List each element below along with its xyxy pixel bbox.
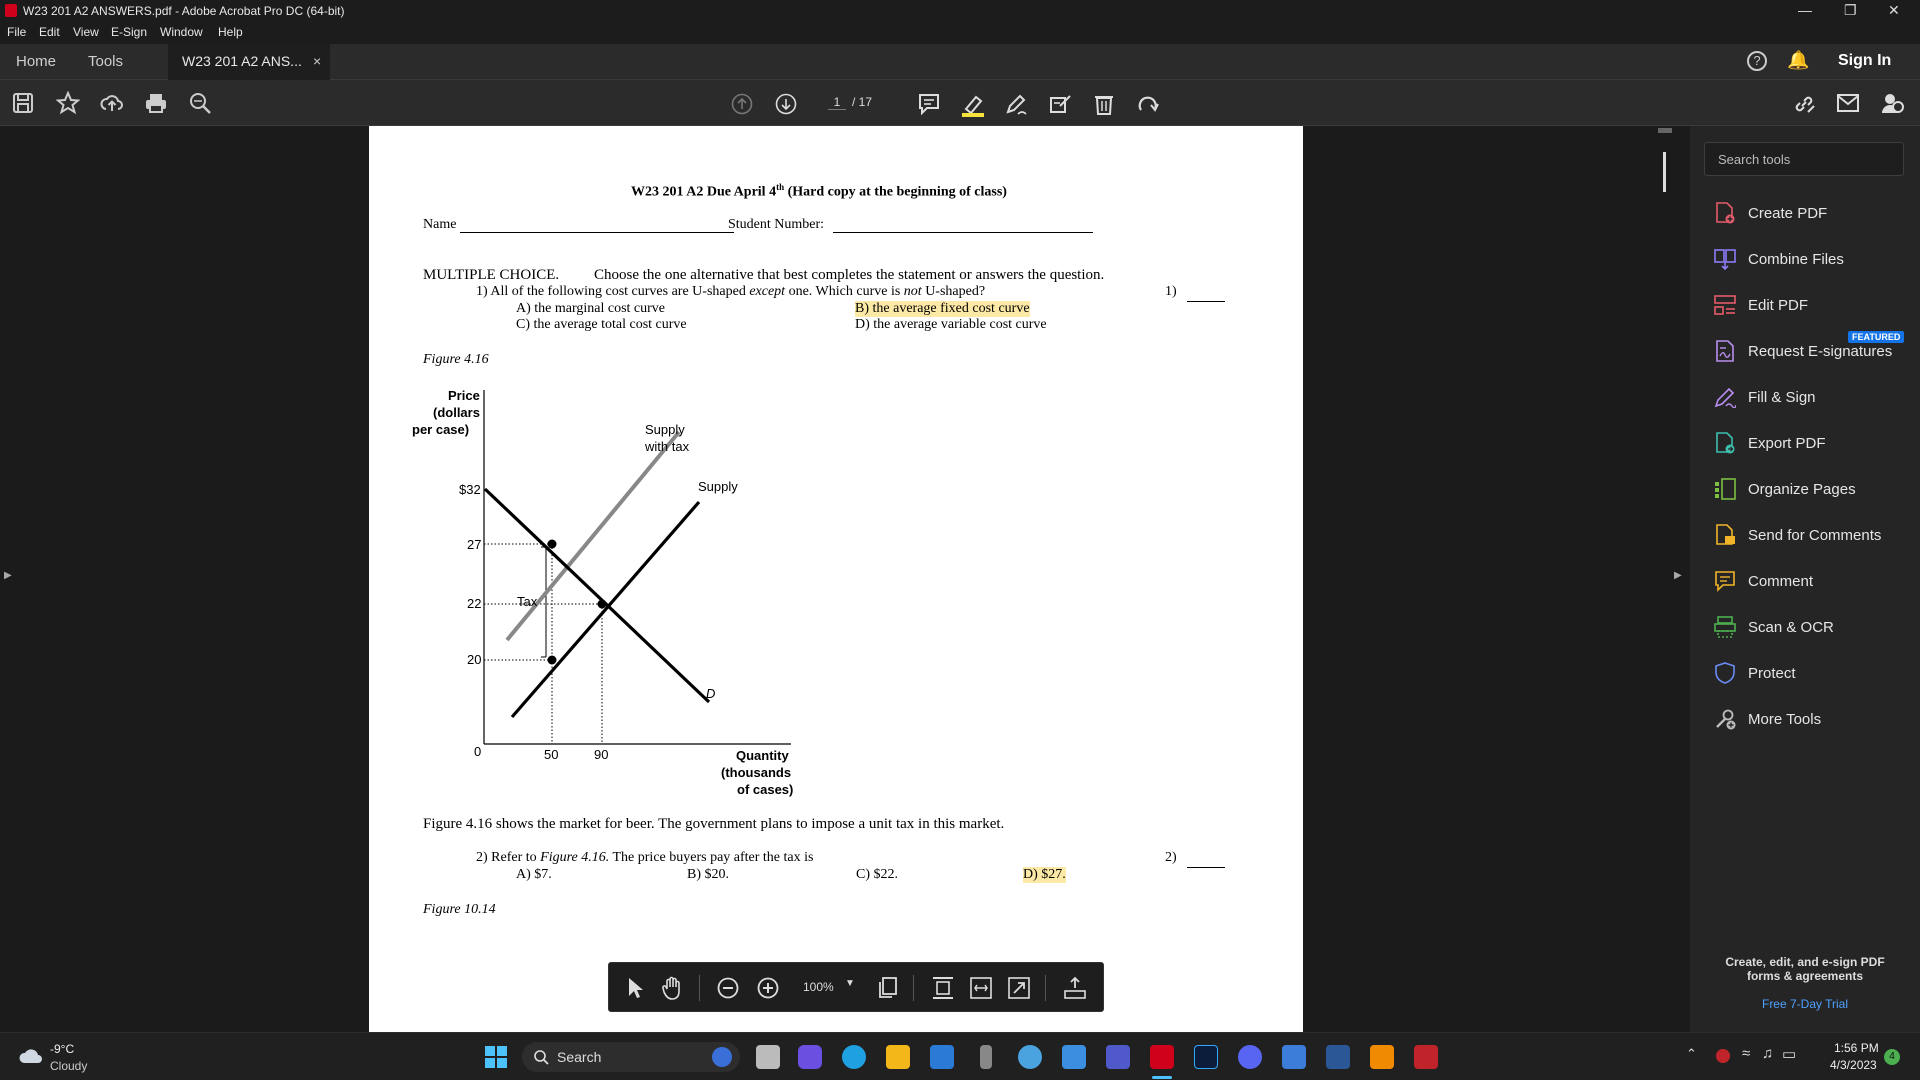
x-axis-label-3: of cases): [737, 782, 794, 797]
minimize-icon[interactable]: —: [1798, 2, 1812, 18]
tools-panel: [1690, 126, 1920, 1032]
comment-tool-icon: [1714, 570, 1736, 592]
featured-badge: FEATURED: [1848, 331, 1904, 343]
tool-create-pdf[interactable]: [1714, 200, 1914, 230]
help-icon[interactable]: ?: [1747, 51, 1767, 71]
document-viewer[interactable]: [0, 126, 1672, 1032]
zoom-search-icon[interactable]: [188, 91, 212, 115]
tool-send-for-comments-label: Send for Comments: [1748, 527, 1882, 544]
pdf-page: [369, 126, 1303, 1032]
file-explorer-icon[interactable]: [886, 1045, 910, 1069]
mc-title: MULTIPLE CHOICE.: [423, 267, 560, 283]
restore-icon[interactable]: ❐: [1844, 2, 1857, 18]
tool-protect[interactable]: [1714, 660, 1914, 690]
organize-pages-icon: [1714, 478, 1736, 500]
menu-help[interactable]: Help: [218, 25, 243, 39]
y-axis-label-3: per case): [412, 422, 470, 437]
figure-caption: Figure 4.16 shows the market for beer. The government plans to impose a unit tax in this market.: [423, 816, 1005, 832]
q1-text-a: 1) All of the following cost curves are U-shaped: [476, 284, 750, 299]
weather-desc: Cloudy: [50, 1059, 88, 1073]
q1-option-c: C) the average total cost curve: [516, 317, 687, 332]
email-icon[interactable]: [1836, 93, 1860, 113]
student-number-label: Student Number:: [728, 217, 825, 232]
menu-view[interactable]: View: [73, 25, 99, 39]
left-panel-toggle-icon[interactable]: ▶: [4, 570, 12, 581]
supply-with-tax-label-2: with tax: [645, 439, 690, 454]
header-superscript: th: [776, 182, 785, 192]
tool-fill-sign-label: Fill & Sign: [1748, 389, 1816, 406]
fit-width-icon[interactable]: [969, 976, 993, 1000]
figure-label-2: Figure 10.14: [423, 902, 496, 917]
fill-sign-icon[interactable]: [1048, 92, 1074, 118]
sign-in-button[interactable]: Sign In: [1838, 52, 1892, 69]
q2-option-c: C) $22.: [856, 867, 898, 882]
q1-option-b: B) the average fixed cost curve: [855, 301, 1030, 316]
tool-combine-files-label: Combine Files: [1748, 251, 1844, 268]
tool-create-pdf-label: Create PDF: [1748, 205, 1828, 222]
divider: [913, 975, 914, 1001]
tool-scan-ocr[interactable]: [1714, 614, 1914, 644]
tool-scan-ocr-label: Scan & OCR: [1748, 619, 1834, 636]
x-axis-label-2: (thousands: [721, 765, 792, 780]
more-tools-icon: [1714, 708, 1736, 730]
q2-number: 2): [1165, 850, 1177, 865]
tool-organize-pages[interactable]: [1714, 476, 1914, 506]
snipping-tool-icon[interactable]: [1062, 1045, 1086, 1069]
demand-label: D: [706, 686, 716, 701]
active-app-indicator: [1152, 1076, 1172, 1079]
send-for-comments-icon: [1714, 524, 1736, 546]
floating-page-toolbar: [608, 962, 1104, 1012]
page-header: [631, 182, 1007, 201]
q1-text-em: except: [749, 284, 786, 299]
y-tick-20: 20: [467, 652, 482, 667]
menu-esign[interactable]: E-Sign: [111, 25, 148, 39]
export-pdf-icon: [1714, 432, 1736, 454]
battery-icon[interactable]: ▭: [1782, 1046, 1797, 1063]
menu-file[interactable]: File: [7, 25, 27, 39]
read-mode-icon[interactable]: [1063, 976, 1087, 1000]
vlc-icon[interactable]: [1370, 1045, 1394, 1069]
page-down-icon[interactable]: [775, 93, 797, 115]
combine-files-icon: [1714, 248, 1736, 270]
zoom-dropdown-icon[interactable]: ▼: [845, 978, 855, 989]
wifi-icon[interactable]: ≈: [1742, 1045, 1751, 1062]
tax-label: Tax: [517, 594, 538, 609]
clock-date[interactable]: 4/3/2023: [1830, 1058, 1877, 1072]
x-tick-90: 90: [594, 747, 609, 762]
question-2-text: [476, 850, 813, 866]
supply-with-tax-label-1: Supply: [645, 422, 685, 437]
menu-window[interactable]: Window: [160, 25, 203, 39]
tool-request-esignatures[interactable]: [1714, 338, 1914, 368]
windows-taskbar: [0, 1032, 1920, 1080]
header-text: W23 201 A2 Due April 4: [631, 184, 777, 200]
notification-badge[interactable]: 4: [1884, 1049, 1900, 1065]
tool-more-tools-label: More Tools: [1748, 711, 1822, 728]
taskbar-search-box[interactable]: [522, 1042, 740, 1072]
draw-pen-icon[interactable]: [1004, 92, 1030, 118]
q1-text-b: one. Which curve is: [785, 284, 904, 299]
free-trial-link[interactable]: Free 7-Day Trial: [1761, 997, 1849, 1011]
edit-pdf-icon: [1714, 294, 1736, 316]
upload-cloud-icon[interactable]: [100, 91, 124, 115]
promo-text: [1690, 955, 1920, 983]
divider: [1045, 975, 1046, 1001]
tool-send-for-comments[interactable]: [1714, 522, 1914, 552]
q2-text-a: 2) Refer to: [476, 850, 541, 865]
select-cursor-icon[interactable]: [625, 976, 645, 1000]
search-icon: [534, 1050, 549, 1065]
x-axis-label-1: Quantity: [736, 748, 789, 763]
q2-answer-line: [1187, 867, 1225, 868]
shield-icon: [1714, 662, 1736, 684]
search-tools-input[interactable]: Search tools: [1704, 142, 1904, 176]
current-page-input[interactable]: 1: [828, 95, 846, 110]
tool-organize-pages-label: Organize Pages: [1748, 481, 1856, 498]
cloudy-weather-icon[interactable]: [18, 1045, 44, 1067]
header-text-rest: (Hard copy at the beginning of class): [784, 184, 1007, 200]
right-panel-toggle-icon[interactable]: ▶: [1674, 570, 1682, 581]
comment-icon[interactable]: [917, 92, 941, 116]
student-number-line: [833, 232, 1093, 233]
figure-label: Figure 4.16: [423, 352, 489, 367]
share-link-icon[interactable]: [1792, 92, 1818, 116]
q2-option-b: B) $20.: [687, 867, 729, 882]
save-icon[interactable]: [12, 92, 34, 114]
print-icon[interactable]: [144, 91, 168, 115]
fit-page-icon[interactable]: [931, 976, 955, 1002]
highlighter-icon[interactable]: [960, 92, 986, 118]
scrollbar-top-arrow[interactable]: [1658, 128, 1672, 133]
notepad-icon[interactable]: [1282, 1045, 1306, 1069]
tool-edit-pdf-label: Edit PDF: [1748, 297, 1809, 314]
weather-temp: -9°C: [50, 1042, 75, 1056]
q2-text-em: Figure 4.16.: [540, 850, 610, 865]
tab-document-label: W23 201 A2 ANS...: [182, 53, 302, 69]
create-pdf-icon: [1714, 202, 1736, 224]
mail-icon[interactable]: [930, 1045, 954, 1069]
tool-comment-label: Comment: [1748, 573, 1814, 590]
windows-start-icon[interactable]: [485, 1046, 507, 1068]
menu-bar: [0, 22, 1920, 44]
y-tick-0: 0: [474, 744, 482, 759]
zoom-out-icon[interactable]: [717, 977, 739, 999]
q1-text-c: U-shaped?: [921, 284, 986, 299]
tray-app-icon[interactable]: [1716, 1049, 1730, 1063]
acrobat-app-icon: [5, 4, 17, 17]
q2-option-a: A) $7.: [516, 867, 552, 882]
y-tick-27: 27: [467, 537, 482, 552]
y-axis-label-2: (dollars: [433, 405, 480, 420]
tab-home[interactable]: Home: [16, 53, 57, 70]
tool-more-tools[interactable]: [1714, 706, 1914, 736]
main-toolbar: [0, 80, 1920, 126]
bing-icon: [712, 1047, 732, 1067]
microphone-icon[interactable]: [980, 1045, 992, 1069]
title-bar: [0, 0, 1920, 22]
mc-instructions: Choose the one alternative that best completes the statement or answers the question.: [594, 267, 1105, 283]
x-tick-50: 50: [544, 747, 559, 762]
scrollbar-thumb[interactable]: [1663, 152, 1666, 192]
quickbooks-icon[interactable]: [1018, 1045, 1042, 1069]
tool-comment[interactable]: [1714, 568, 1914, 598]
menu-edit[interactable]: Edit: [39, 25, 60, 39]
tool-edit-pdf[interactable]: [1714, 292, 1914, 322]
star-icon[interactable]: [56, 91, 80, 115]
tab-tools[interactable]: Tools: [88, 53, 124, 70]
taskbar-search-label: Search: [557, 1049, 602, 1065]
tool-combine-files[interactable]: [1714, 246, 1914, 276]
tool-export-pdf-label: Export PDF: [1748, 435, 1826, 452]
tool-fill-sign[interactable]: [1714, 384, 1914, 414]
volume-icon[interactable]: ♫: [1762, 1045, 1774, 1062]
name-line: [460, 232, 734, 233]
acrobat-taskbar-icon[interactable]: [1150, 1045, 1174, 1069]
question-1-text: [476, 284, 985, 300]
word-icon[interactable]: [1326, 1045, 1350, 1069]
tab-close-icon[interactable]: ×: [313, 53, 322, 69]
promo-line-1: Create, edit, and e-sign PDF: [1725, 955, 1885, 969]
q1-answer-line: [1187, 301, 1225, 302]
page-up-icon[interactable]: [731, 93, 753, 115]
divider: [699, 975, 700, 1001]
clock-time[interactable]: 1:56 PM: [1834, 1041, 1879, 1055]
q1-option-a: A) the marginal cost curve: [516, 301, 666, 316]
window-title: W23 201 A2 ANSWERS.pdf - Adobe Acrobat Pro DC (64-bit): [23, 4, 345, 18]
notification-bell-icon[interactable]: 🔔: [1787, 50, 1810, 70]
tool-export-pdf[interactable]: [1714, 430, 1914, 460]
photoshop-icon[interactable]: [1194, 1045, 1218, 1069]
zoom-level[interactable]: 100%: [803, 980, 834, 994]
tool-request-esignatures-label: Request E-signatures: [1748, 343, 1893, 360]
full-screen-icon[interactable]: [1007, 976, 1031, 1000]
rotate-icon[interactable]: [1136, 92, 1160, 116]
promo-line-2: forms & agreements: [1746, 969, 1864, 983]
discord-icon[interactable]: [1238, 1045, 1262, 1069]
request-esignatures-icon: [1714, 340, 1736, 362]
page-navigator[interactable]: [818, 92, 898, 114]
teams-icon[interactable]: [1106, 1045, 1130, 1069]
q2-text-b: The price buyers pay after the tax is: [609, 850, 814, 865]
tool-protect-label: Protect: [1748, 665, 1796, 682]
tab-bar: [0, 44, 1920, 80]
chat-icon[interactable]: [798, 1045, 822, 1069]
vertical-scrollbar[interactable]: [1658, 126, 1672, 1032]
fill-sign-pen-icon: [1714, 386, 1736, 408]
y-tick-22: 22: [467, 596, 482, 611]
total-pages: / 17: [852, 95, 873, 109]
page-display-icon[interactable]: [877, 976, 899, 1000]
edge-browser-icon[interactable]: [842, 1045, 866, 1069]
delete-icon[interactable]: [1092, 92, 1116, 116]
hand-tool-icon[interactable]: [661, 975, 685, 1001]
q1-number: 1): [1165, 284, 1177, 299]
q1-option-d: D) the average variable cost curve: [855, 317, 1047, 332]
zoom-in-icon[interactable]: [757, 977, 779, 999]
y-axis-label-1: Price: [448, 388, 480, 403]
supply-demand-graph: [412, 382, 919, 802]
supply-label: Supply: [698, 479, 738, 494]
close-window-icon[interactable]: ✕: [1888, 2, 1900, 18]
app-icon[interactable]: [1414, 1045, 1438, 1069]
task-view-icon[interactable]: [756, 1045, 780, 1069]
name-label: Name: [423, 217, 457, 232]
q1-text-em2: not: [903, 284, 922, 299]
y-tick-32: $32: [459, 482, 481, 497]
tab-document[interactable]: [168, 44, 330, 80]
show-hidden-icons[interactable]: ⌃: [1686, 1046, 1697, 1061]
scan-ocr-icon: [1714, 616, 1736, 638]
add-user-icon[interactable]: [1880, 91, 1904, 115]
q2-option-d: D) $27.: [1023, 867, 1066, 882]
